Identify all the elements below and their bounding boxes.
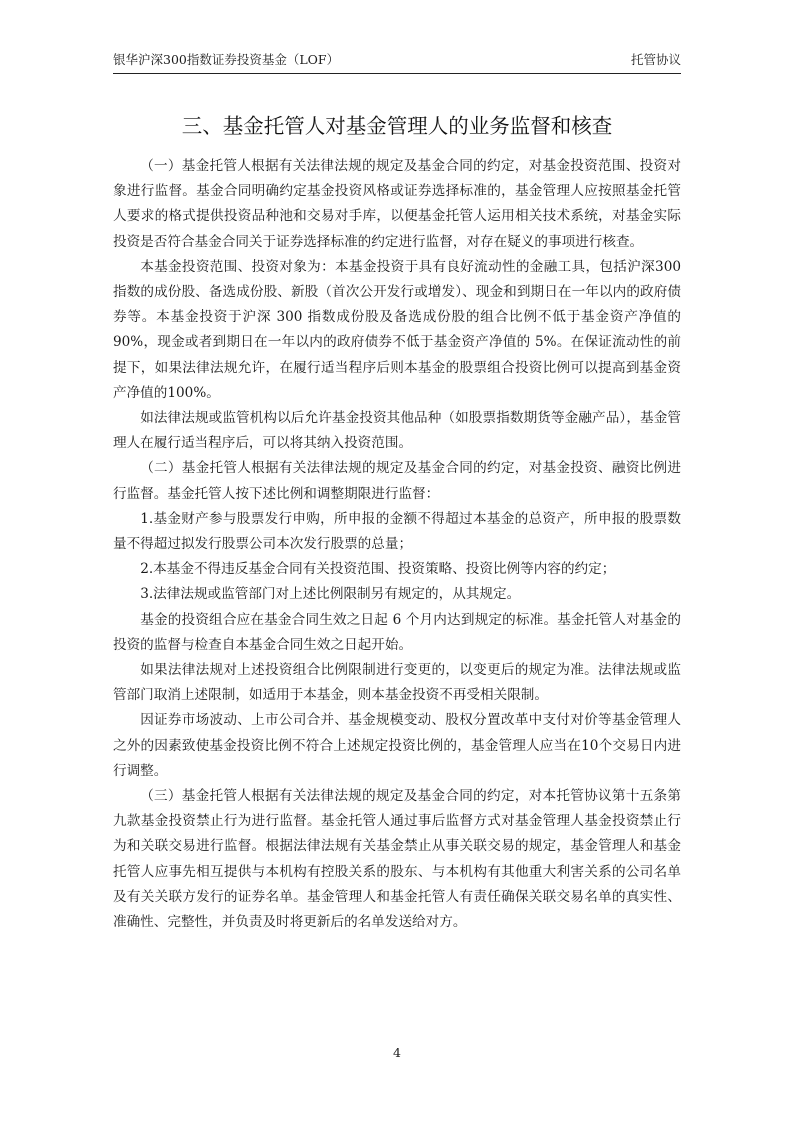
paragraph-9: 如果法律法规对上述投资组合比例限制进行变更的，以变更后的规定为准。法律法规或监管部门取消上述限制，如适用于本基金，则本基金投资不再受相关限制。 (113, 662, 681, 704)
paragraph-4: （二）基金托管人根据有关法律法规的规定及基金合同的约定，对基金投资、融资比例进行监督。基金托管人按下述比例和调整期限进行监督： (113, 460, 681, 502)
paragraph-5: 1.基金财产参与股票发行申购，所申报的金额不得超过本基金的总资产，所申报的股票数量不得超过拟发行股票公司本次发行股票的总量； (113, 510, 681, 553)
header-fund-name: 银华沪深300指数证券投资基金（LOF） (113, 52, 340, 67)
paragraph-1: （一）基金托管人根据有关法律法规的规定及基金合同的约定，对基金投资范围、投资对象进行监督。基金合同明确约定基金投资风格或证券选择标准的，基金管理人应按照基金托管人要求的格式提供投资品种池和交易对手库，以便基金托管人运用相关技术系统，对基金实际投资是否符合基金合同关于证券选择标准的约定进行监督，对存在疑义的事项进行核查。 (113, 158, 681, 250)
section-title: 三、基金托管人对基金管理人的业务监督和核查 (181, 114, 613, 138)
paragraph-3: 如法律法规或监管机构以后允许基金投资其他品种（如股票指数期货等金融产品），基金管理人在履行适当程序后，可以将其纳入投资范围。 (113, 410, 681, 452)
paragraph-2: 本基金投资范围、投资对象为：本基金投资于具有良好流动性的金融工具，包括沪深300指数的成份股、备选成份股、新股（首次公开发行或增发）、现金和到期日在一年以内的政府债券等。本基金投资于沪深 300 指数成份股及备选成份股的组合比例不低于基金资产净值的90%，现金或者到期日在一年以内的政府债券不低于基金资产净值的 5%。在保证流动性的前提下，如果法律法规允许，在履行适当程序后则本基金的股票组合投资比例可以提高到基金资产净值的100%。 (113, 258, 681, 401)
paragraph-10: 因证券市场波动、上市公司合并、基金规模变动、股权分置改革中支付对价等基金管理人之外的因素致使基金投资比例不符合上述规定投资比例的，基金管理人应当在10个交易日内进行调整。 (113, 712, 681, 779)
paragraph-7: 3.法律法规或监管部门对上述比例限制另有规定的，从其规定。 (140, 586, 521, 603)
paragraph-8: 基金的投资组合应在基金合同生效之日起 6 个月内达到规定的标准。基金托管人对基金的投资的监督与检查自本基金合同生效之日起开始。 (113, 611, 681, 653)
document-body (113, 154, 681, 935)
page-number: 4 (393, 1045, 401, 1060)
page-header (113, 52, 681, 68)
header-rule (113, 73, 681, 74)
header-doc-type: 托管协议 (630, 52, 681, 67)
paragraph-11: （三）基金托管人根据有关法律法规的规定及基金合同的约定，对本托管协议第十五条第九款基金投资禁止行为进行监督。基金托管人通过事后监督方式对基金管理人基金投资禁止行为和关联交易进行监督。根据法律法规有关基金禁止从事关联交易的规定，基金管理人和基金托管人应事先相互提供与本机构有控股关系的股东、与本机构有其他重大利害关系的公司名单及有关关联方发行的证券名单。基金管理人和基金托管人有责任确保关联交易名单的真实性、准确性、完整性，并负责及时将更新后的名单发送给对方。 (113, 788, 681, 931)
paragraph-6: 2.本基金不得违反基金合同有关投资范围、投资策略、投资比例等内容的约定； (140, 561, 616, 578)
